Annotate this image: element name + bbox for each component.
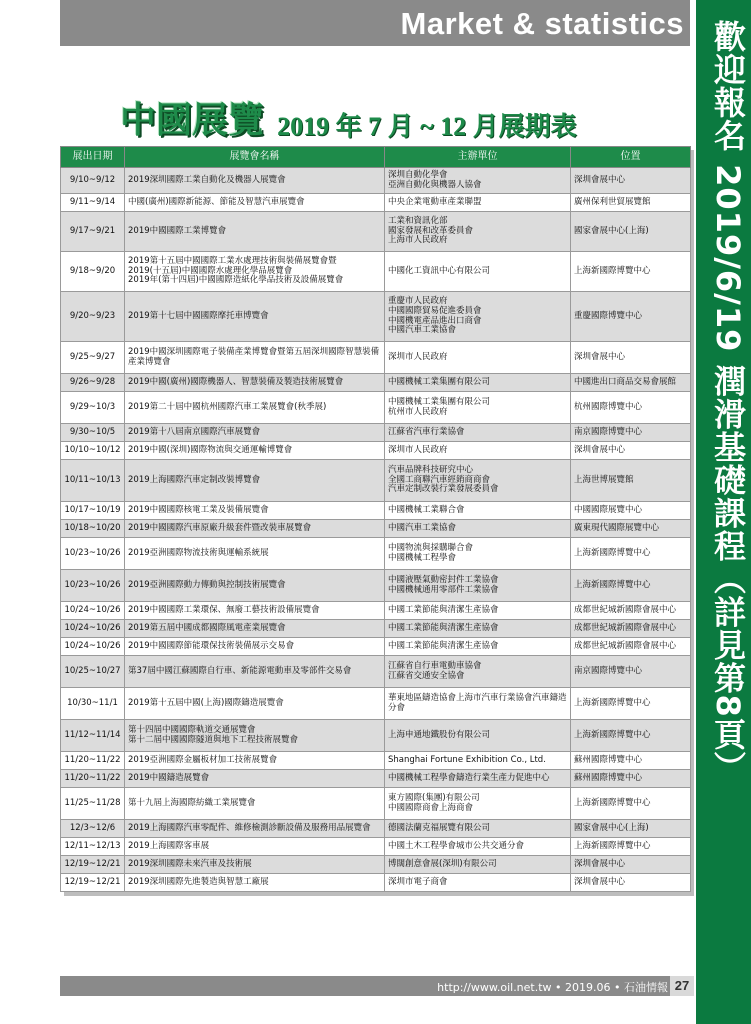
name-cell: 2019上海國際汽車定制改裝博覽會: [125, 460, 385, 502]
date-cell: 9/10~9/12: [61, 168, 125, 194]
location-cell: 中國進出口商品交易會展館: [571, 374, 691, 392]
footer-text: http://www.oil.net.tw • 2019.06 • 石油情報: [437, 981, 668, 994]
header-date: 展出日期: [61, 147, 125, 168]
location-cell: 上海新國際博覽中心: [571, 838, 691, 856]
location-cell: 國家會展中心(上海): [571, 820, 691, 838]
name-cell: 2019中國深圳國際電子裝備產業博覽會暨第五屆深圳國際智慧裝備產業博覽會: [125, 342, 385, 374]
name-cell: 2019中國國際汽車原廠升級套件暨改裝車展覽會: [125, 520, 385, 538]
name-cell: 2019第十五屆中國(上海)國際鑄造展覽會: [125, 688, 385, 720]
location-cell: 成都世紀城新國際會展中心: [571, 602, 691, 620]
organizer-cell: 德國法蘭克福展覽有限公司: [385, 820, 571, 838]
name-cell: 2019深圳國際工業自動化及機器人展覽會: [125, 168, 385, 194]
name-cell: 2019中國國際節能環保技術裝備展示交易會: [125, 638, 385, 656]
name-cell: 2019亞洲國際動力傳動與控制技術展覽會: [125, 570, 385, 602]
name-cell: 2019深圳國際先進製造與智慧工廠展: [125, 874, 385, 892]
page-title: [120, 92, 577, 142]
name-cell: 2019亞洲國際物流技術與運輸系統展: [125, 538, 385, 570]
table-row: [61, 392, 691, 424]
table-row: [61, 820, 691, 838]
table-row: [61, 602, 691, 620]
section-title: Market & statistics: [400, 6, 684, 41]
organizer-cell: 中國機械工業集團有限公司: [385, 374, 571, 392]
location-cell: 廣東現代國際展覽中心: [571, 520, 691, 538]
name-cell: 2019中國(廣州)國際機器人、智慧裝備及製造技術展覽會: [125, 374, 385, 392]
location-cell: 蘇州國際博覽中心: [571, 770, 691, 788]
table-row: [61, 520, 691, 538]
name-cell: 2019上海國際汽車零配件、維修檢測診斷設備及服務用品展覽會: [125, 820, 385, 838]
location-cell: 深圳會展中心: [571, 342, 691, 374]
organizer-cell: 中國機械工程學會鑄造行業生產力促進中心: [385, 770, 571, 788]
date-cell: 10/18~10/20: [61, 520, 125, 538]
table-row: [61, 856, 691, 874]
location-cell: 杭州國際博覽中心: [571, 392, 691, 424]
organizer-cell: 中國機械工業聯合會: [385, 502, 571, 520]
name-cell: 2019中國國際工業博覽會: [125, 212, 385, 252]
date-cell: 10/24~10/26: [61, 638, 125, 656]
table-row: [61, 838, 691, 856]
table-row: [61, 638, 691, 656]
name-cell: 2019上海國際客車展: [125, 838, 385, 856]
location-cell: 上海新國際博覽中心: [571, 688, 691, 720]
date-cell: 10/23~10/26: [61, 570, 125, 602]
table-row: [61, 620, 691, 638]
organizer-cell: 中國化工資訊中心有限公司: [385, 252, 571, 292]
organizer-cell: 中國機械工業集團有限公司 杭州市人民政府: [385, 392, 571, 424]
organizer-cell: 華東地區鑄造協會上海市汽車行業協會汽車鑄造分會: [385, 688, 571, 720]
organizer-cell: 江蘇省自行車電動車協會 江蘇省交通安全協會: [385, 656, 571, 688]
organizer-cell: 重慶市人民政府 中國國際貿易促進委員會 中國機電產品進出口商會 中國汽車工業協會: [385, 292, 571, 342]
table-row: [61, 212, 691, 252]
table-body: [61, 168, 691, 892]
date-cell: 11/25~11/28: [61, 788, 125, 820]
organizer-cell: 中國土木工程學會城市公共交通分會: [385, 838, 571, 856]
location-cell: 上海新國際博覽中心: [571, 720, 691, 752]
date-cell: 9/17~9/21: [61, 212, 125, 252]
table-row: [61, 770, 691, 788]
location-cell: 南京國際博覽中心: [571, 656, 691, 688]
side-banner-text: 歡迎報名 2019/6/19 潤滑基礎課程（詳見第8頁）: [709, 20, 747, 784]
date-cell: 10/25~10/27: [61, 656, 125, 688]
table-row: [61, 656, 691, 688]
table-row: [61, 424, 691, 442]
table-row: [61, 502, 691, 520]
table-row: [61, 460, 691, 502]
location-cell: 廣州保利世貿展覽館: [571, 194, 691, 212]
name-cell: 第十四屆中國國際軌道交通展覽會 第十二屆中國國際隧道與地下工程技術展覽會: [125, 720, 385, 752]
table-row: [61, 374, 691, 392]
organizer-cell: Shanghai Fortune Exhibition Co., Ltd.: [385, 752, 571, 770]
location-cell: 中國國際展覽中心: [571, 502, 691, 520]
date-cell: 10/30~11/1: [61, 688, 125, 720]
organizer-cell: 深圳市人民政府: [385, 442, 571, 460]
organizer-cell: 東方國際(集團)有限公司 中國國際商會上海商會: [385, 788, 571, 820]
date-cell: 10/24~10/26: [61, 620, 125, 638]
name-cell: 2019中國鑄造展覽會: [125, 770, 385, 788]
location-cell: 深圳會展中心: [571, 442, 691, 460]
date-cell: 9/29~10/3: [61, 392, 125, 424]
table-row: [61, 752, 691, 770]
date-cell: 10/11~10/13: [61, 460, 125, 502]
date-cell: 9/18~9/20: [61, 252, 125, 292]
date-cell: 9/30~10/5: [61, 424, 125, 442]
organizer-cell: 上海申通地鐵股份有限公司: [385, 720, 571, 752]
footer-bar: [60, 976, 670, 996]
name-cell: 2019第二十屆中國杭州國際汽車工業展覽會(秋季展): [125, 392, 385, 424]
location-cell: 成都世紀城新國際會展中心: [571, 638, 691, 656]
date-cell: 10/17~10/19: [61, 502, 125, 520]
organizer-cell: 中國物流與採購聯合會 中國機械工程學會: [385, 538, 571, 570]
organizer-cell: 工業和資訊化部 國家發展和改革委員會 上海市人民政府: [385, 212, 571, 252]
name-cell: 第37屆中國江蘇國際自行車、新能源電動車及零部件交易會: [125, 656, 385, 688]
page-title-main: 中國展覽: [120, 100, 265, 141]
location-cell: 上海新國際博覽中心: [571, 252, 691, 292]
table-row: [61, 538, 691, 570]
name-cell: 第十九屆上海國際紡織工業展覽會: [125, 788, 385, 820]
table-row: [61, 570, 691, 602]
name-cell: 2019第十七屆中國國際摩托車博覽會: [125, 292, 385, 342]
location-cell: 深圳會展中心: [571, 856, 691, 874]
date-cell: 10/23~10/26: [61, 538, 125, 570]
date-cell: 10/10~10/12: [61, 442, 125, 460]
location-cell: 重慶國際博覽中心: [571, 292, 691, 342]
date-cell: 9/26~9/28: [61, 374, 125, 392]
location-cell: 國家會展中心(上海): [571, 212, 691, 252]
name-cell: 2019第十五屆中國國際工業水處理技術與裝備展覽會暨 2019(十五屆)中國國際水處理化學品展覽會 2019年(第十四屆)中國國際造紙化學品技術及設備展覽會: [125, 252, 385, 292]
organizer-cell: 中國液壓氣動密封件工業協會 中國機械通用零部件工業協會: [385, 570, 571, 602]
location-cell: 上海新國際博覽中心: [571, 570, 691, 602]
organizer-cell: 中國工業節能與清潔生產協會: [385, 638, 571, 656]
organizer-cell: 深圳市人民政府: [385, 342, 571, 374]
table-row: [61, 788, 691, 820]
date-cell: 9/20~9/23: [61, 292, 125, 342]
location-cell: 上海新國際博覽中心: [571, 788, 691, 820]
name-cell: 2019中國國際核電工業及裝備展覽會: [125, 502, 385, 520]
header-name: 展覽會名稱: [125, 147, 385, 168]
location-cell: 蘇州國際博覽中心: [571, 752, 691, 770]
name-cell: 2019第十八屆南京國際汽車展覽會: [125, 424, 385, 442]
organizer-cell: 中國工業節能與清潔生產協會: [385, 620, 571, 638]
name-cell: 2019第五屆中國成都國際風電產業展覽會: [125, 620, 385, 638]
organizer-cell: 深圳市電子商會: [385, 874, 571, 892]
location-cell: 上海新國際博覽中心: [571, 538, 691, 570]
section-header-bar: [60, 0, 690, 46]
table-row: [61, 168, 691, 194]
name-cell: 2019深圳國際未來汽車及技術展: [125, 856, 385, 874]
exhibition-table-wrap: [60, 146, 690, 892]
location-cell: 深圳會展中心: [571, 874, 691, 892]
organizer-cell: 中國工業節能與清潔生產協會: [385, 602, 571, 620]
organizer-cell: 博闊創意會展(深圳)有限公司: [385, 856, 571, 874]
organizer-cell: 江蘇省汽車行業協會: [385, 424, 571, 442]
date-cell: 11/12~11/14: [61, 720, 125, 752]
location-cell: 上海世博展覽館: [571, 460, 691, 502]
page-number: 27: [670, 976, 694, 996]
header-organizer: 主辦單位: [385, 147, 571, 168]
date-cell: 12/11~12/13: [61, 838, 125, 856]
organizer-cell: 汽車品牌科技研究中心 全國工商聯汽車經銷商商會 汽車定制改裝行業發展委員會: [385, 460, 571, 502]
table-row: [61, 688, 691, 720]
header-location: 位置: [571, 147, 691, 168]
page-title-sub: 2019 年 7 月 ~ 12 月展期表: [277, 112, 577, 141]
name-cell: 2019中國國際工業環保、無廢工藝技術設備展覽會: [125, 602, 385, 620]
organizer-cell: 深圳自動化學會 亞洲自動化與機器人協會: [385, 168, 571, 194]
location-cell: 南京國際博覽中心: [571, 424, 691, 442]
table-row: [61, 292, 691, 342]
date-cell: 12/3~12/6: [61, 820, 125, 838]
name-cell: 中國(廣州)國際新能源、節能及智慧汽車展覽會: [125, 194, 385, 212]
name-cell: 2019中國(深圳)國際物流與交通運輸博覽會: [125, 442, 385, 460]
location-cell: 深圳會展中心: [571, 168, 691, 194]
date-cell: 11/20~11/22: [61, 752, 125, 770]
location-cell: 成都世紀城新國際會展中心: [571, 620, 691, 638]
table-row: [61, 342, 691, 374]
table-row: [61, 194, 691, 212]
table-row: [61, 720, 691, 752]
table-row: [61, 442, 691, 460]
organizer-cell: 中央企業電動車產業聯盟: [385, 194, 571, 212]
date-cell: 9/25~9/27: [61, 342, 125, 374]
table-row: [61, 874, 691, 892]
date-cell: 11/20~11/22: [61, 770, 125, 788]
exhibition-table: [60, 146, 691, 892]
table-header-row: [61, 147, 691, 168]
date-cell: 12/19~12/21: [61, 874, 125, 892]
date-cell: 12/19~12/21: [61, 856, 125, 874]
date-cell: 10/24~10/26: [61, 602, 125, 620]
table-row: [61, 252, 691, 292]
date-cell: 9/11~9/14: [61, 194, 125, 212]
organizer-cell: 中國汽車工業協會: [385, 520, 571, 538]
name-cell: 2019亞洲國際金屬板材加工技術展覽會: [125, 752, 385, 770]
